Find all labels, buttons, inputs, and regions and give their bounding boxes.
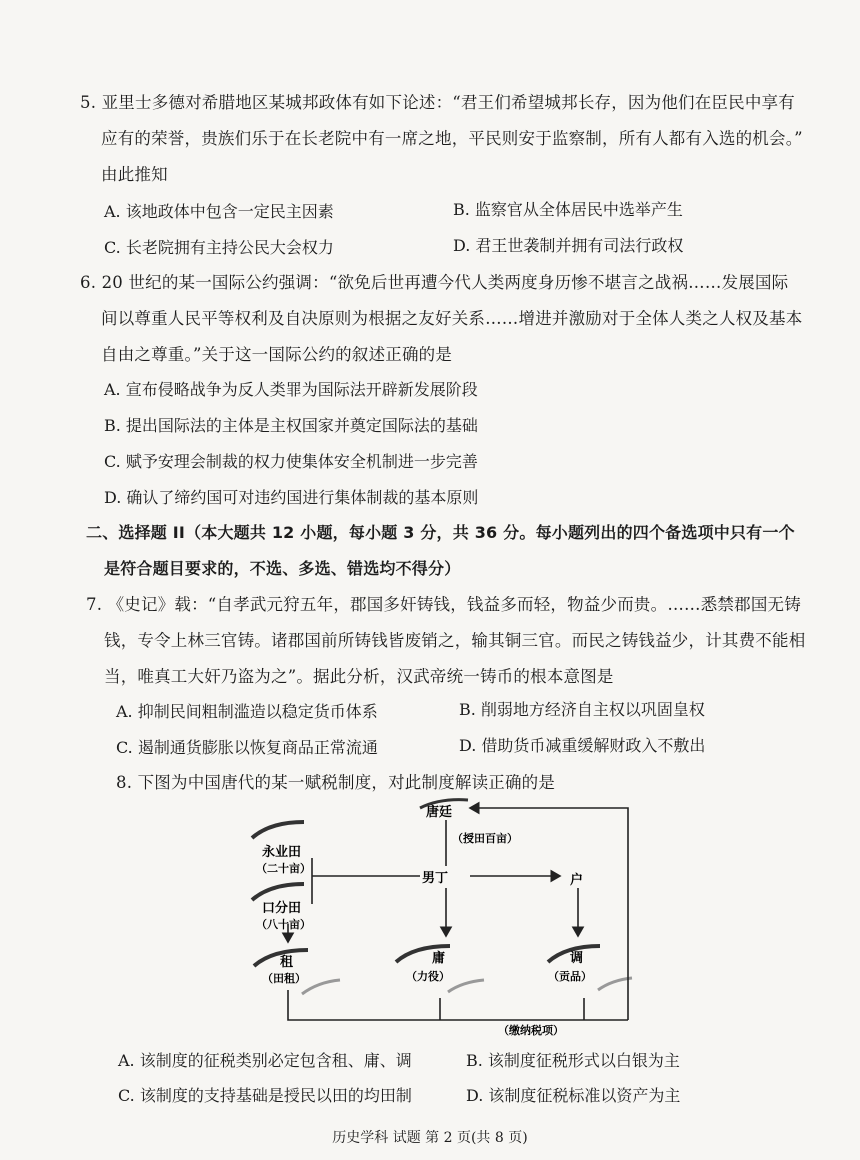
- q6-option-c: C. 赋予安理会制裁的权力使集体安全机制进一步完善: [104, 452, 478, 471]
- q7-stem-line-1: 7. 《史记》载：“自孝武元狩五年，郡国多奸铸钱，钱益多而轻，物益少而贵。……悉禁郡国无铸: [86, 595, 801, 614]
- q7-option-d: D. 借助货币减重缓解财政入不敷出: [459, 736, 706, 755]
- brush-stroke-decoration: [548, 946, 600, 962]
- brush-stroke-decoration: [302, 980, 340, 994]
- brush-stroke-decoration: [598, 978, 632, 990]
- connector-line: [288, 990, 628, 1020]
- q6-stem-line-2: 间以尊重人民平等权利及自决原则为根据之友好关系……增进并激励对于全体人类之人权及基本: [101, 309, 803, 328]
- brush-stroke-decoration: [420, 800, 468, 808]
- q7-option-c: C. 遏制通货膨胀以恢复商品正常流通: [116, 738, 378, 757]
- node-diao-sub: （贡品）: [548, 970, 592, 983]
- node-yongye: 永业田: [262, 845, 302, 860]
- brush-stroke-decoration: [254, 950, 308, 966]
- q5-option-d: D. 君王世袭制并拥有司法行政权: [453, 236, 684, 255]
- node-koufen: 口分田: [262, 901, 302, 916]
- q6-stem-line-3: 自由之尊重。”关于这一国际公约的叙述正确的是: [101, 345, 453, 364]
- node-tangting: 唐廷: [426, 805, 453, 820]
- q6-option-b: B. 提出国际法的主体是主权国家并奠定国际法的基础: [104, 416, 478, 435]
- section-2-heading-line-2: 是符合题目要求的，不选、多选、错选均不得分）: [104, 559, 461, 578]
- node-zu-sub: （田租）: [262, 972, 306, 985]
- q8-option-d: D. 该制度征税标准以资产为主: [466, 1086, 681, 1105]
- node-koufen-sub: （八十亩）: [256, 918, 311, 931]
- q5-option-b: B. 监察官从全体居民中选举产生: [453, 200, 683, 219]
- q5-option-a: A. 该地政体中包含一定民主因素: [104, 202, 334, 221]
- node-yongye-sub: （二十亩）: [256, 862, 311, 875]
- q7-option-b: B. 削弱地方经济自主权以巩固皇权: [459, 700, 705, 719]
- q7-stem-line-3: 当，唯真工大奸乃盗为之”。据此分析，汉武帝统一铸币的根本意图是: [104, 667, 614, 686]
- q8-option-b: B. 该制度征税形式以白银为主: [466, 1051, 680, 1070]
- q6-stem-line-1: 6. 20 世纪的某一国际公约强调：“欲免后世再遭今代人类两度身历惨不堪言之战祸……发展国际: [80, 273, 789, 292]
- q5-stem-line-2: 应有的荣誉，贵族们乐于在长老院中有一席之地，平民则安于监察制，所有人都有入选的机会。”: [101, 129, 803, 148]
- q6-option-a: A. 宣布侵略战争为反人类罪为国际法开辟新发展阶段: [104, 380, 478, 399]
- node-diao: 调: [570, 951, 584, 966]
- node-nanding: 男丁: [422, 871, 449, 886]
- page-footer: 历史学科 试题 第 2 页(共 8 页): [332, 1130, 528, 1146]
- q6-option-d: D. 确认了缔约国可对违约国进行集体制裁的基本原则: [104, 488, 479, 507]
- q7-option-a: A. 抑制民间粗制滥造以稳定货币体系: [116, 702, 378, 721]
- node-hu: 户: [570, 873, 584, 888]
- brush-stroke-decoration: [448, 980, 484, 992]
- q8-stem: 8. 下图为中国唐代的某一赋税制度，对此制度解读正确的是: [116, 773, 556, 792]
- brush-stroke-decoration: [252, 884, 304, 900]
- node-zu: 租: [280, 955, 294, 970]
- section-2-heading-line-1: 二、选择题 II（本大题共 12 小题，每小题 3 分，共 36 分。每小题列出的四个备选项中只有一个: [86, 523, 795, 542]
- node-jiaona: （缴纳税项）: [498, 1024, 564, 1037]
- q7-stem-line-2: 钱，专令上林三官铸。诸郡国前所铸钱皆废销之，输其铜三官。而民之铸钱益少，计其费不能相: [104, 631, 806, 650]
- node-shoutian: （授田百亩）: [452, 832, 518, 845]
- q5-stem-line-3: 由此推知: [101, 165, 168, 184]
- q5-option-c: C. 长老院拥有主持公民大会权力: [104, 238, 334, 257]
- q8-option-a: A. 该制度的征税类别必定包含租、庸、调: [118, 1051, 412, 1070]
- q5-stem-line-1: 5. 亚里士多德对希腊地区某城邦政体有如下论述：“君王们希望城邦长存，因为他们在臣民中享有: [80, 93, 795, 112]
- node-yong: 庸: [432, 951, 446, 966]
- brush-stroke-decoration: [396, 946, 450, 962]
- node-yong-sub: （力役）: [406, 970, 450, 983]
- q8-option-c: C. 该制度的支持基础是授民以田的均田制: [118, 1086, 412, 1105]
- brush-stroke-decoration: [252, 822, 304, 838]
- connector-line: [470, 808, 628, 1020]
